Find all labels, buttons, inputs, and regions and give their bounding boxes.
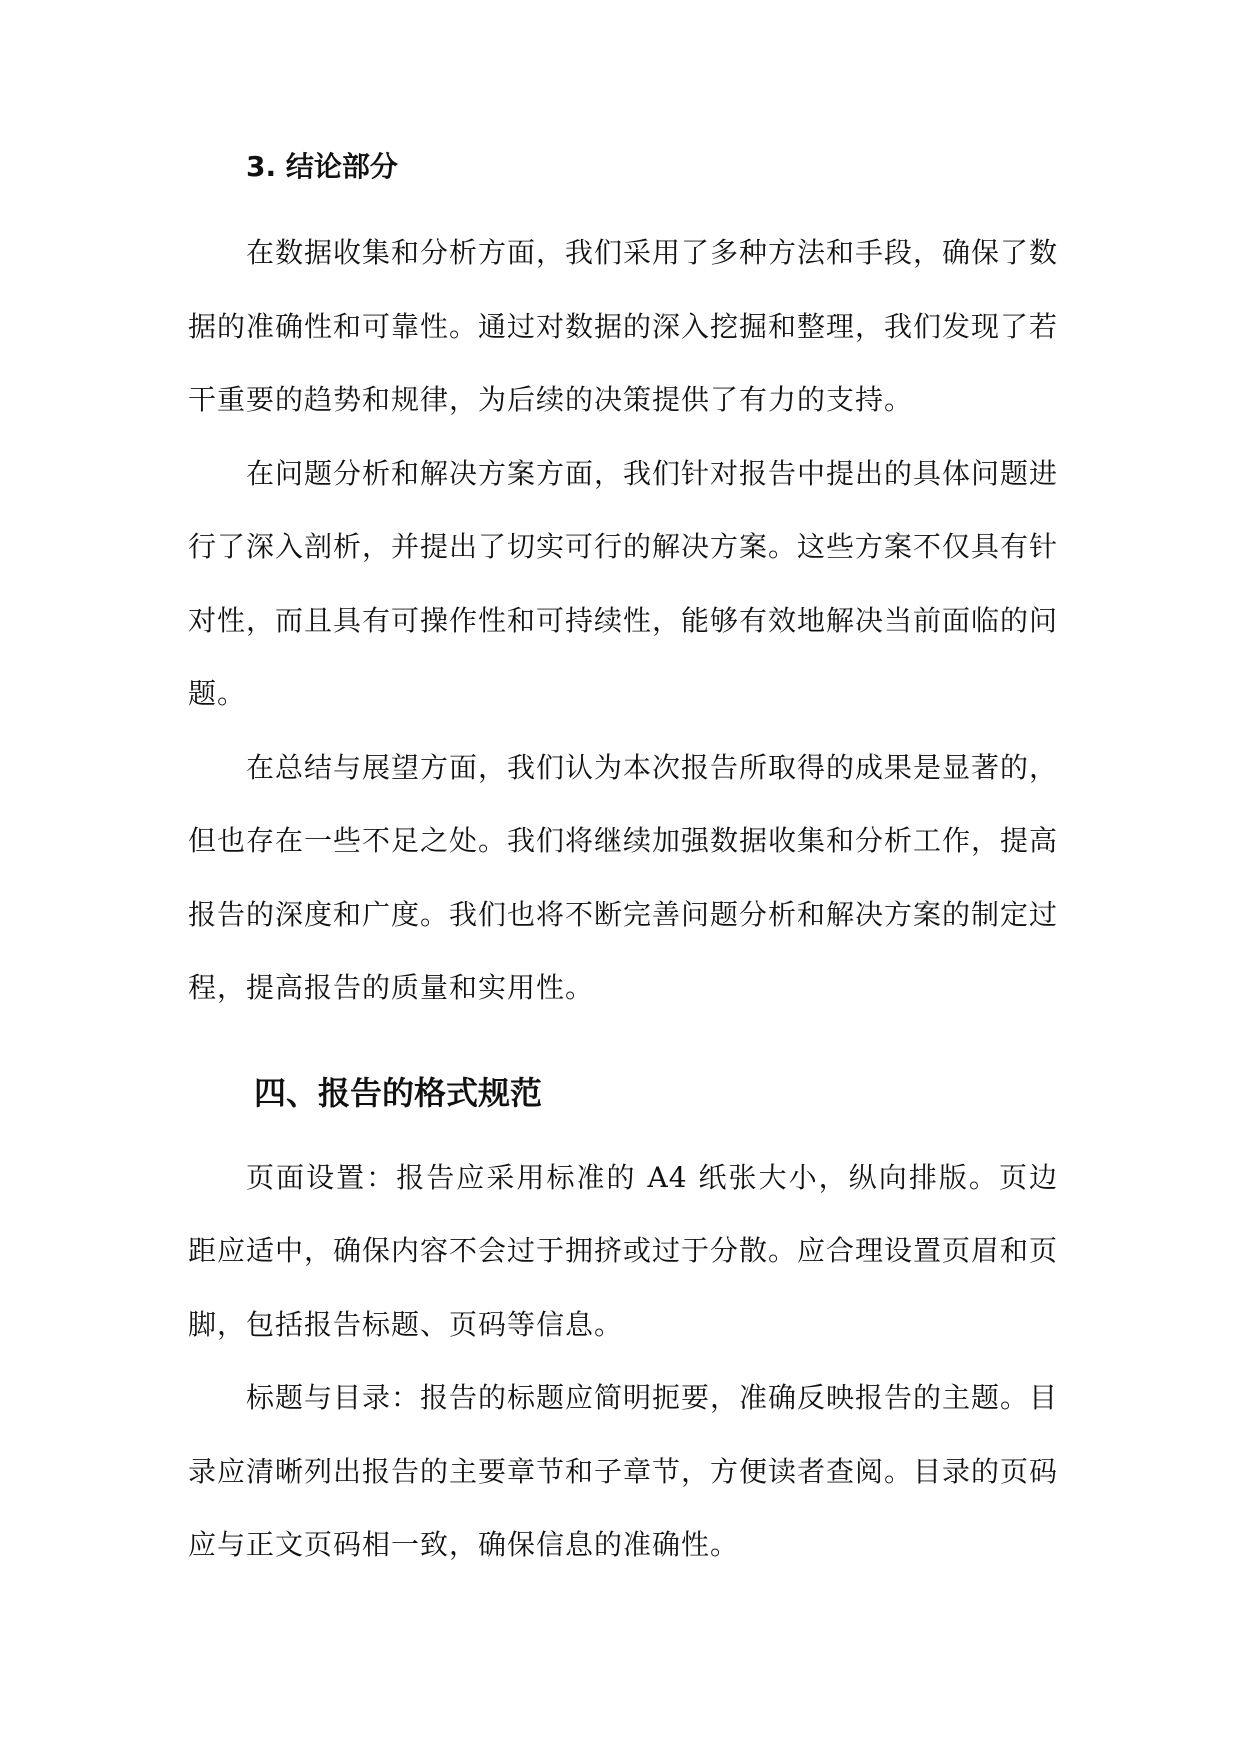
conclusion-paragraph-data: 在数据收集和分析方面，我们采用了多种方法和手段，确保了数据的准确性和可靠性。通过对数据的深入挖掘和整理，我们发现了若干重要的趋势和规律，为后续的决策提供了有力的支持。 [188,236,1059,416]
page-content [188,142,1058,1582]
format-paragraph-page-setup: 页面设置：报告应采用标准的 A4 纸张大小，纵向排版。页边距应适中，确保内容不会过于拥挤或过于分散。应合理设置页眉和页脚，包括报告标题、页码等信息。 [188,1160,1059,1341]
format-paragraph-title-toc: 标题与目录：报告的标题应简明扼要，准确反映报告的主题。目录应清晰列出报告的主要章节和子章节，方便读者查阅。目录的页码应与正文页码相一致，确保信息的准确性。 [188,1381,1059,1561]
conclusion-paragraph-solutions: 在问题分析和解决方案方面，我们针对报告中提出的具体问题进行了深入剖析，并提出了切实可行的解决方案。这些方案不仅具有针对性，而且具有可操作性和可持续性，能够有效地解决当前面临的问题。 [188,456,1059,710]
conclusion-paragraph-outlook: 在总结与展望方面，我们认为本次报告所取得的成果是显著的，但也存在一些不足之处。我们将继续加强数据收集和分析工作，提高报告的深度和广度。我们也将不断完善问题分析和解决方案的制定过程，提高报告的质量和实用性。 [188,750,1059,1004]
subsection-title: 3. 结论部分 [246,150,398,183]
section-title: 四、报告的格式规范 [254,1073,543,1112]
